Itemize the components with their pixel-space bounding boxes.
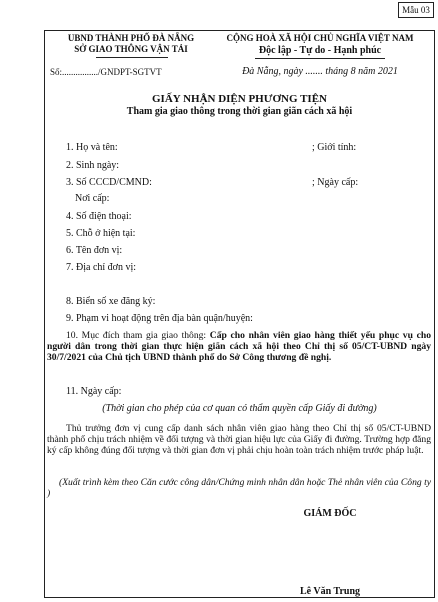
field-phone: 4. Số điện thoại: xyxy=(66,211,132,222)
doc-number: Số:................/GNDPT-SGTVT xyxy=(50,67,162,77)
attachment-note: (Xuất trình kèm theo Căn cước công dân/Chứng minh nhân dân hoặc Thẻ nhân viên của Công ty ) xyxy=(47,477,431,499)
field-issue-place: Nơi cấp: xyxy=(75,193,110,204)
signature-title: GIÁM ĐỐC xyxy=(303,508,357,519)
org-underline xyxy=(96,57,168,58)
place-date: Đà Nẵng, ngày ....... tháng 8 năm 2021 xyxy=(242,66,398,77)
field-unit-address: 7. Địa chỉ đơn vị: xyxy=(66,262,136,273)
field-name: 1. Họ và tên: xyxy=(66,142,118,153)
field-issue-date: ; Ngày cấp: xyxy=(312,177,359,188)
org-line-1: UBND THÀNH PHỐ ĐÀ NẴNG xyxy=(67,33,195,43)
responsibility-paragraph: Thủ trưởng đơn vị cung cấp danh sách nhân viên giao hàng theo Chỉ thị số 05/CT-UBND thành phố chịu trách nhiệm về đối tượng và thời gian hiệu lực của Giấy đi đường. Trường hợp đăng ký cấp không đúng đối tượng và thời gian đơn vị phải chịu hoàn toàn trách nhiệm trước pháp luật. xyxy=(47,423,431,456)
field-dob: 2. Sinh ngày: xyxy=(66,160,120,171)
purpose-text: Cấp cho nhân viên giao hàng thiết yếu phục vụ cho người dân trong thời gian thực hiện giãn cách xã hội theo Chỉ thị số 05/CT-UBND ngày 30/7/2021 của Chủ tịch UBND thành phố do Sở Công thương đề nghị. xyxy=(47,330,431,363)
motto: Độc lập - Tự do - Hạnh phúc xyxy=(258,45,382,56)
field-purpose xyxy=(47,330,431,363)
document-title: GIẤY NHẬN DIỆN PHƯƠNG TIỆN xyxy=(152,93,327,105)
nation-title: CỘNG HOÀ XÃ HỘI CHỦ NGHĨA VIỆT NAM xyxy=(226,33,414,43)
field-gender: ; Giới tính: xyxy=(312,142,357,153)
document-subtitle: Tham gia giao thông trong thời gian giãn cách xã hội xyxy=(126,106,353,117)
org-line-2: SỞ GIAO THÔNG VẬN TẢI xyxy=(74,44,188,54)
field-residence: 5. Chỗ ở hiện tại: xyxy=(66,228,136,239)
purpose-label: 10. Mục đích tham gia giao thông: xyxy=(66,330,207,341)
field-unit-name: 6. Tên đơn vị: xyxy=(66,245,123,256)
field-id-number: 3. Số CCCD/CMND: xyxy=(66,177,152,188)
signer-name: Lê Văn Trung xyxy=(299,586,361,597)
field-date-issued: 11. Ngày cấp: xyxy=(66,386,122,397)
motto-underline xyxy=(255,58,385,59)
field-scope: 9. Phạm vi hoạt động trên địa bàn quận/huyện: xyxy=(66,313,253,324)
field-plate: 8. Biển số xe đăng ký: xyxy=(66,296,156,307)
validity-note: (Thời gian cho phép của cơ quan có thẩm quyền cấp Giấy đi đường) xyxy=(102,403,377,414)
form-code-box: Mẫu 03 xyxy=(398,2,434,18)
